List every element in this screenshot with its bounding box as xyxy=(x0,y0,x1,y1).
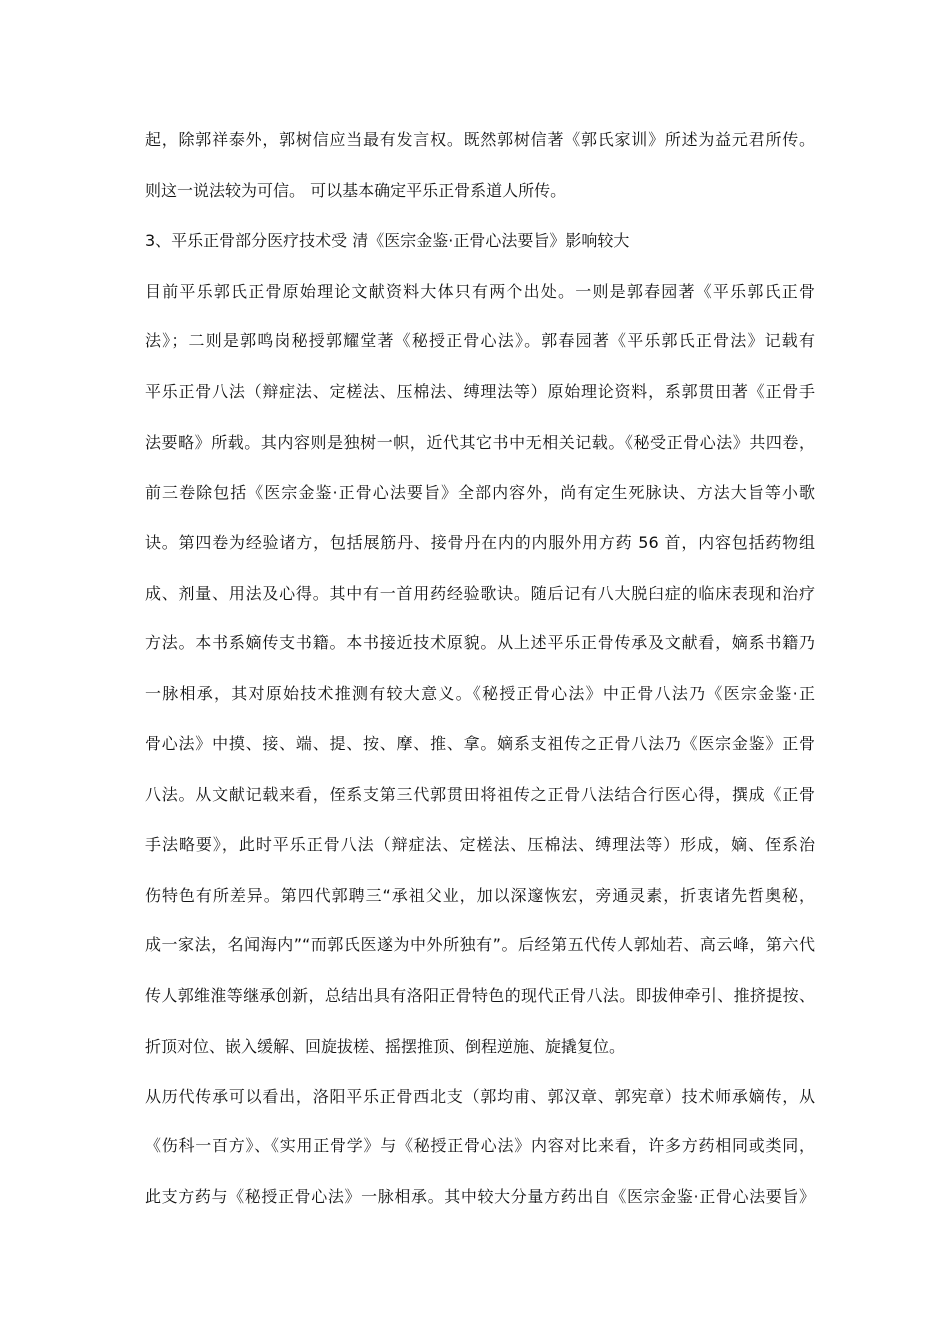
paragraph-line: 起，除郭祥泰外，郭树信应当最有发言权。既然郭树信著《郭氏家训》所述为益元君所传。 xyxy=(145,130,815,149)
paragraph-line: 伤特色有所差异。第四代郭聘三“承祖父业，加以深邃恢宏，旁通灵素，折衷诸先哲奥秘， xyxy=(145,886,815,905)
paragraph-line: 八法。从文献记载来看，侄系支第三代郭贯田将祖传之正骨八法结合行医心得，撰成《正骨 xyxy=(145,785,815,804)
paragraph-line: 传人郭维淮等继承创新，总结出具有洛阳正骨特色的现代正骨八法。即拔伸牵引、推挤提按、 xyxy=(145,986,815,1005)
paragraph-line: 方法。本书系嫡传支书籍。本书接近技术原貌。从上述平乐正骨传承及文献看，嫡系书籍乃 xyxy=(145,633,815,652)
paragraph-line: 诀。第四卷为经验诸方，包括展筋丹、接骨丹在内的内服外用方药 56 首，内容包括药物组 xyxy=(145,533,815,552)
paragraph-line: 骨心法》中摸、接、端、提、按、摩、推、拿。嫡系支祖传之正骨八法乃《医宗金鉴》正骨 xyxy=(145,734,815,753)
paragraph-line: 手法略要》，此时平乐正骨八法（辩症法、定槎法、压棉法、缚理法等）形成，嫡、侄系治 xyxy=(145,835,815,854)
paragraph-line: 折顶对位、嵌入缓解、回旋拔槎、摇摆推顶、倒程逆施、旋撬复位。 xyxy=(145,1037,626,1056)
paragraph-line: 《伤科一百方》、《实用正骨学》与《秘授正骨心法》内容对比来看，许多方药相同或类同， xyxy=(145,1136,815,1155)
paragraph-line: 法要略》所载。其内容则是独树一帜，近代其它书中无相关记载。《秘受正骨心法》共四卷， xyxy=(145,433,815,452)
paragraph-line: 此支方药与《秘授正骨心法》一脉相承。其中较大分量方药出自《医宗金鉴·正骨心法要旨》 xyxy=(145,1187,815,1206)
paragraph-line: 法》；二则是郭鸣岗秘授郭耀堂著《秘授正骨心法》。郭春园著《平乐郭氏正骨法》记载有 xyxy=(145,331,815,350)
paragraph-line: 成一家法，名闻海内”“而郭氏医遂为中外所独有”。后经第五代传人郭灿若、高云峰，第六代 xyxy=(145,935,815,954)
paragraph-line: 目前平乐郭氏正骨原始理论文献资料大体只有两个出处。一则是郭春园著《平乐郭氏正骨 xyxy=(145,282,815,301)
paragraph-line: 成、剂量、用法及心得。其中有一首用药经验歌诀。随后记有八大脱臼症的临床表现和治疗 xyxy=(145,584,815,603)
paragraph-line: 前三卷除包括《医宗金鉴·正骨心法要旨》全部内容外，尚有定生死脉诀、方法大旨等小歌 xyxy=(145,483,815,502)
paragraph-line: 一脉相承，其对原始技术推测有较大意义。《秘授正骨心法》中正骨八法乃《医宗金鉴·正 xyxy=(145,684,815,703)
paragraph-line: 从历代传承可以看出，洛阳平乐正骨西北支（郭均甫、郭汉章、郭宪章）技术师承嫡传，从 xyxy=(145,1087,815,1106)
paragraph-line: 则这一说法较为可信。 可以基本确定平乐正骨系道人所传。 xyxy=(145,181,567,200)
paragraph-line: 平乐正骨八法（辩症法、定槎法、压棉法、缚理法等）原始理论资料，系郭贯田著《正骨手 xyxy=(145,382,815,401)
section-heading: 3、平乐正骨部分医疗技术受 清《医宗金鉴·正骨心法要旨》影响较大 xyxy=(145,231,630,250)
